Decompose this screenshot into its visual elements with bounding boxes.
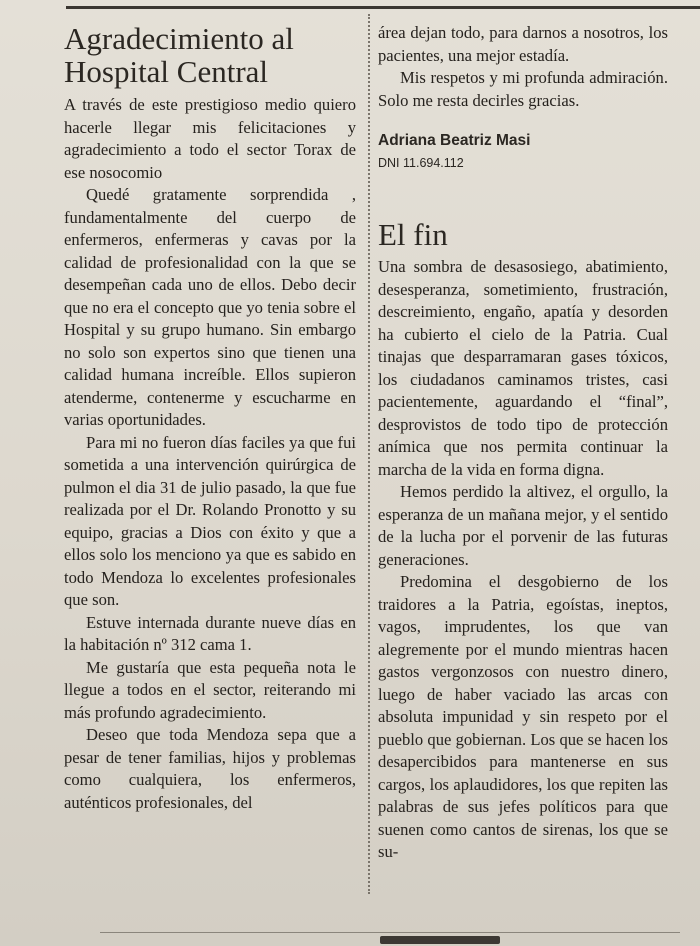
letter-paragraph: Me gustaría que esta pequeña nota le llegue a todos en el sector, reiterando mi más profundo agradecimiento. bbox=[64, 657, 356, 722]
right-column bbox=[378, 22, 668, 864]
letter-title-line1: Agradecimiento al bbox=[64, 21, 294, 56]
column-divider bbox=[368, 14, 370, 894]
signature-dni: DNI 11.694.112 bbox=[378, 156, 464, 170]
letter-paragraph: Quedé gratamente sorprendida , fundamentalmente del cuerpo de enfermeros, enfermeras y cavas por la calidad de profesionalidad con la que se desempeñan cada uno de ellos. Debo decir que no era el concepto que yo tenia sobre el Hospital y su grupo humano. Sin embargo no solo son expertos sino que tienen una calidad humana increíble. Ellos supieron atenderme, contenerme y escucharme en varias oportunidades. bbox=[64, 185, 356, 429]
letter2-title: El fin bbox=[378, 217, 448, 252]
top-rule bbox=[66, 6, 700, 9]
letter-paragraph-continued: Mis respetos y mi profunda admiración. Solo me resta decirles gracias. bbox=[378, 68, 668, 110]
letter-title bbox=[64, 22, 356, 88]
letter-paragraph: Estuve internada durante nueve días en la habitación nº 312 cama 1. bbox=[64, 612, 356, 654]
letter-paragraph: Para mi no fueron días faciles ya que fui sometida a una intervención quirúrgica de pulmon el dia 31 de julio pasado, la que fue realizada por el Dr. Rolando Pronotto y su equipo, gracias a Dios con éxito y que a ellos solo los menciono ya que es sabido en todo Mendoza lo excelentes profesionales que son. bbox=[64, 432, 356, 609]
letter2-paragraph: Hemos perdido la altivez, el orgullo, la esperanza de un mañana mejor, y el sentido de la lucha por el porvenir de las futuras generaciones. bbox=[378, 482, 668, 569]
letter2-paragraph: Una sombra de desasosiego, abatimiento, desesperanza, sometimiento, frustración, descreimiento, engaño, apatía y desorden ha cubierto el cielo de la Patria. Cual tinajas que desparramaran gases tóxicos, los ciudadanos caminamos tristes, casi pacientemente, aguardando el “final”, desprovistos de todo tipo de protección anímica que nos permita continuar la marcha de la vida en forma digna. bbox=[378, 257, 668, 479]
letter2-paragraph: Predomina el desgobierno de los traidores a la Patria, egoístas, ineptos, vagos, imprudentes, los que van alegremente por el mundo mientras hacen gastos vergonzosos con nuestro dinero, luego de haber vaciado las arcas con absoluta impunidad y sin respeto por el pueblo que gobiernan. Los que se hacen los desapercibidos para mantenerse en sus cargos, los aplaudidores, los que repiten las palabras de sus jefes políticos para que suenen como cantos de sirenas, los que se su- bbox=[378, 572, 668, 861]
letter-paragraph: A través de este prestigioso medio quiero hacerle llegar mis felicitaciones y agradecimiento a todo el sector Torax de ese nosocomio bbox=[64, 95, 356, 182]
letter-paragraph: Deseo que toda Mendoza sepa que a pesar de tener familias, hijos y problemas como cualquiera, los enfermeros, auténticos profesionales, del bbox=[64, 725, 356, 812]
letter-paragraph-continued: área dejan todo, para darnos a nosotros, los pacientes, una mejor estadía. bbox=[378, 23, 668, 65]
next-article-stub bbox=[380, 936, 500, 944]
letter-title-line2: Hospital Central bbox=[64, 54, 269, 89]
left-column bbox=[64, 22, 356, 814]
bottom-rule bbox=[100, 932, 680, 933]
signature-name: Adriana Beatriz Masi bbox=[378, 132, 531, 149]
